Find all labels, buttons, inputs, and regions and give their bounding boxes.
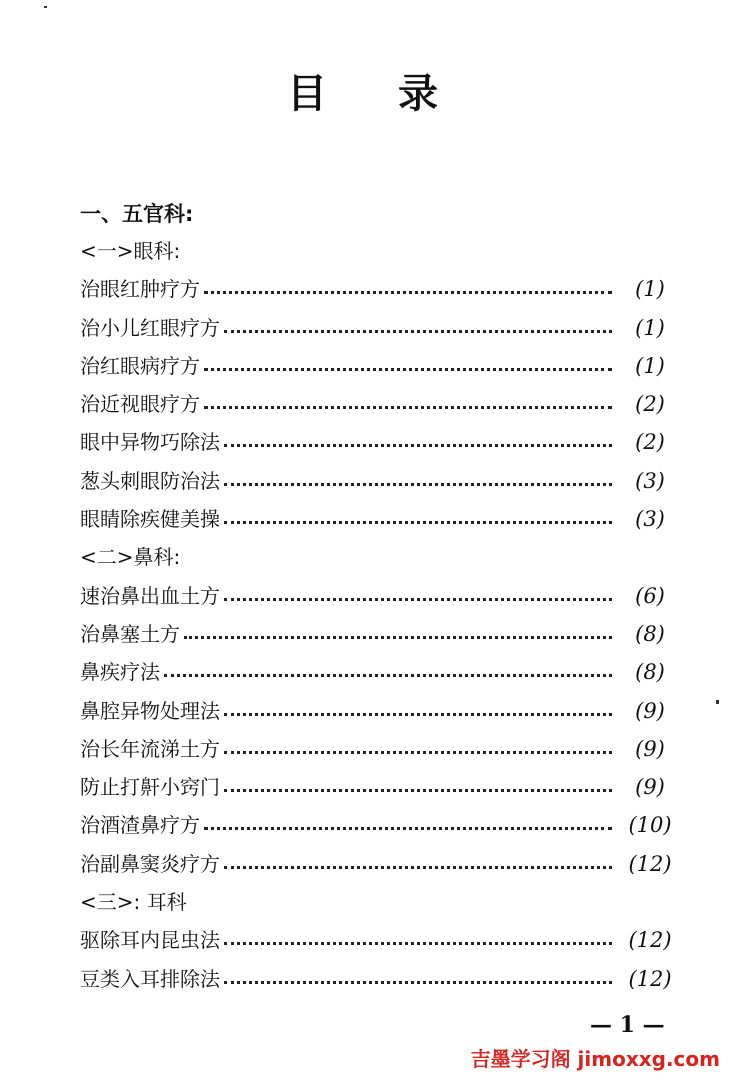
toc-page-number: (1)	[635, 315, 665, 340]
toc-page-number: (2)	[635, 392, 665, 417]
section-heading: 一、五官科:	[80, 202, 194, 226]
toc-page-number: (3)	[635, 468, 665, 493]
toc-entry-title: 治近视眼疗方	[80, 385, 202, 423]
toc-page-number: (3)	[635, 507, 665, 532]
toc-page-number: (6)	[635, 583, 665, 608]
toc-entry	[80, 577, 680, 615]
toc-entry	[80, 730, 680, 768]
toc-entry	[80, 500, 680, 538]
dot-leader	[224, 521, 612, 524]
toc-subheading-label: <二>鼻科:	[80, 538, 182, 576]
dot-leader	[224, 713, 612, 716]
dot-leader	[224, 789, 612, 792]
dot-leader	[204, 406, 612, 409]
toc-entry	[80, 385, 680, 423]
toc-entry	[80, 347, 680, 385]
toc-page-number: (9)	[635, 775, 665, 800]
dot-leader	[224, 483, 612, 486]
toc-entry-title: 速治鼻出血土方	[80, 577, 222, 615]
toc-entry-title: 治眼红肿疗方	[80, 270, 202, 308]
dot-leader	[224, 444, 612, 447]
dot-leader	[184, 636, 612, 639]
toc-entry-title: 防止打鼾小窍门	[80, 768, 222, 806]
toc-subheading	[80, 883, 680, 921]
toc-entry-title: 豆类入耳排除法	[80, 960, 222, 998]
dot-leader	[224, 598, 612, 601]
watermark: 吉墨学习阁 jimoxxg.com	[470, 1047, 720, 1071]
toc-entry	[80, 921, 680, 959]
title-char-2: 录	[398, 71, 438, 117]
dot-leader	[224, 981, 612, 984]
toc-entry-title: 鼻腔异物处理法	[80, 692, 222, 730]
dot-leader	[224, 866, 612, 869]
toc-entry-title: 驱除耳内昆虫法	[80, 921, 222, 959]
table-of-contents	[80, 232, 680, 998]
toc-page-number: (8)	[635, 621, 665, 646]
toc-entry-title: 眼睛除疾健美操	[80, 500, 222, 538]
dot-leader	[204, 827, 612, 830]
toc-subheading-label: <一>眼科:	[80, 232, 182, 270]
toc-entry	[80, 615, 680, 653]
toc-entry	[80, 845, 680, 883]
scan-speck	[716, 700, 719, 704]
toc-entry-title: 治红眼病疗方	[80, 347, 202, 385]
toc-entry	[80, 692, 680, 730]
toc-page-number: (1)	[635, 277, 665, 302]
toc-entry	[80, 462, 680, 500]
toc-subheading	[80, 538, 680, 576]
toc-subheading	[80, 232, 680, 270]
toc-entry-title: 葱头刺眼防治法	[80, 462, 222, 500]
toc-entry	[80, 309, 680, 347]
dot-leader	[224, 942, 612, 945]
toc-page-number: (9)	[635, 736, 665, 761]
toc-entry	[80, 960, 680, 998]
toc-page-number: (1)	[635, 353, 665, 378]
title-char-1: 目	[287, 71, 327, 117]
toc-entry-title: 治小儿红眼疗方	[80, 309, 222, 347]
toc-entry	[80, 806, 680, 844]
dot-leader	[204, 368, 612, 371]
toc-entry-title: 眼中异物巧除法	[80, 423, 222, 461]
page-number: — 1 —	[590, 1012, 665, 1038]
toc-entry-title: 治鼻塞土方	[80, 615, 182, 653]
toc-page-number: (2)	[635, 430, 665, 455]
toc-page-number: (9)	[635, 698, 665, 723]
dot-leader	[224, 751, 612, 754]
dot-leader	[164, 674, 612, 677]
toc-entry	[80, 423, 680, 461]
toc-entry-title: 治副鼻窦炎疗方	[80, 845, 222, 883]
toc-page-number: (12)	[628, 928, 672, 953]
toc-page-number: (8)	[635, 660, 665, 685]
dot-leader	[224, 330, 612, 333]
toc-entry	[80, 768, 680, 806]
toc-page-number: (10)	[628, 813, 672, 838]
toc-subheading-label: <三>: 耳科	[80, 883, 189, 921]
toc-entry-title: 鼻疾疗法	[80, 653, 162, 691]
toc-entry	[80, 270, 680, 308]
dot-leader	[204, 291, 612, 294]
toc-entry-title: 治酒渣鼻疗方	[80, 806, 202, 844]
toc-entry-title: 治长年流涕土方	[80, 730, 222, 768]
toc-entry	[80, 653, 680, 691]
scan-speck	[44, 6, 47, 8]
toc-page-number: (12)	[628, 966, 672, 991]
toc-page-number: (12)	[628, 851, 672, 876]
